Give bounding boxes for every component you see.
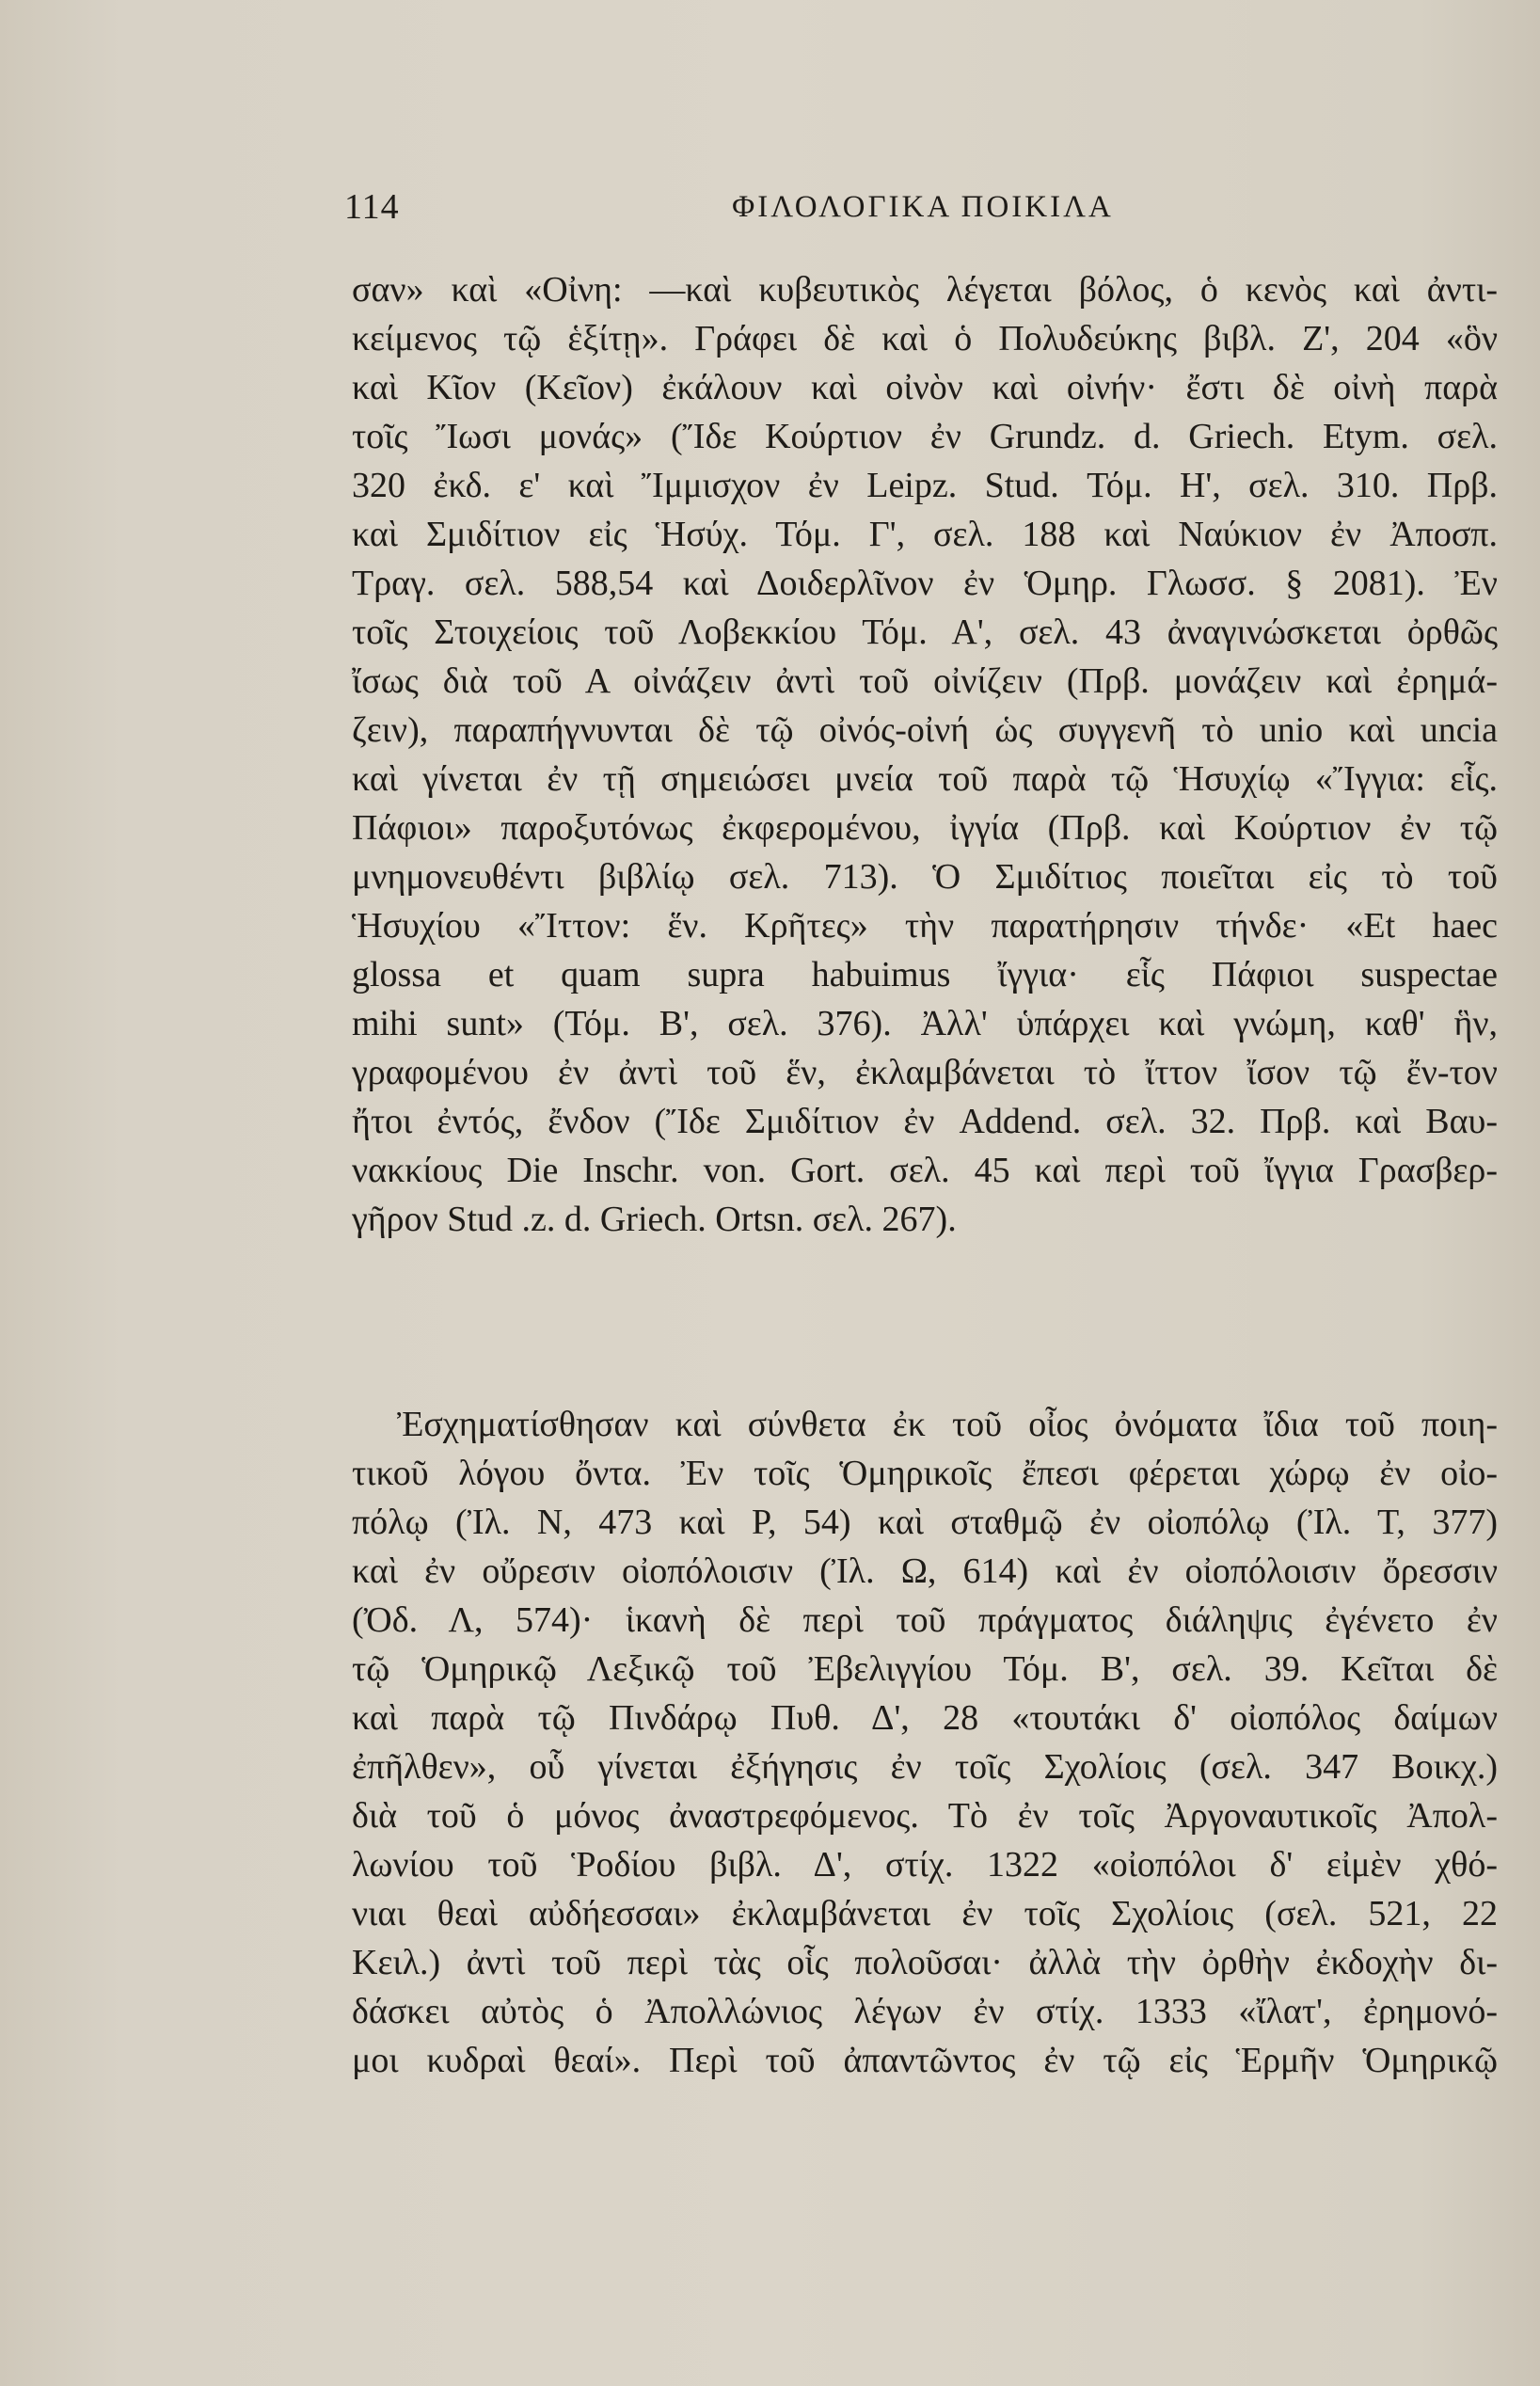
text-line: ζειν), παραπήγνυνται δὲ τῷ οἰνός-οἰνή ὡς συγγενῆ τὸ unio καὶ uncia	[352, 710, 1498, 750]
text-line: τοῖς Ἴωσι μονάς» (Ἴδε Κούρτιον ἐν Grundz. d. Griech. Etym. σελ.	[352, 417, 1498, 456]
text-line: νακκίους Die Inschr. von. Gort. σελ. 45 καὶ περὶ τοῦ ἴγγια Γρασβερ-	[352, 1151, 1498, 1190]
text-line: καὶ Σμιδίτιον εἰς Ἡσύχ. Τόμ. Γ', σελ. 188 καὶ Ναύκιον ἐν Ἀποσπ.	[352, 515, 1498, 554]
text-line: δάσκει αὐτὸς ὁ Ἀπολλώνιος λέγων ἐν στίχ. 1333 «ἴλατ', ἐρημονό-	[352, 1992, 1498, 2031]
text-line: Ἐσχηματίσθησαν καὶ σύνθετα ἐκ τοῦ οἶος ὀνόματα ἴδια τοῦ ποιη-	[397, 1405, 1498, 1444]
text-line: Πάφιοι» παροξυτόνως ἐκφερομένου, ἰγγία (Πρβ. καὶ Κούρτιον ἐν τῷ	[352, 808, 1498, 848]
text-line: Κειλ.) ἀντὶ τοῦ περὶ τὰς οἷς πολοῦσαι· ἀλλὰ τὴν ὀρθὴν ἐκδοχὴν δι-	[352, 1943, 1498, 1982]
text-line: σαν» καὶ «Οἰνη: —καὶ κυβευτικὸς λέγεται βόλος, ὁ κενὸς καὶ ἀντι-	[352, 270, 1498, 310]
text-line: mihi sunt» (Τόμ. Β', σελ. 376). Ἀλλ' ὑπάρχει καὶ γνώμη, καθ' ἣν,	[352, 1004, 1498, 1043]
text-line: Ἡσυχίου «Ἴττον: ἕν. Κρῆτες» τὴν παρατήρησιν τήνδε· «Et haec	[352, 906, 1498, 946]
text-line: κείμενος τῷ ἑξίτῃ». Γράφει δὲ καὶ ὁ Πολυδεύκης βιβλ. Ζ', 204 «ὃν	[352, 319, 1498, 358]
text-line: glossa et quam supra habuimus ἴγγια· εἷς Πάφιοι suspectae	[352, 955, 1498, 994]
text-line: τικοῦ λόγου ὄντα. Ἐν τοῖς Ὁμηρικοῖς ἔπεσι φέρεται χώρῳ ἐν οἰο-	[352, 1454, 1498, 1493]
text-line: καὶ Κῖον (Κεῖον) ἐκάλουν καὶ οἰνὸν καὶ οἰνήν· ἔστι δὲ οἰνὴ παρὰ	[352, 368, 1498, 407]
text-line: μοι κυδραὶ θεαί». Περὶ τοῦ ἀπαντῶντος ἐν τῷ εἰς Ἑρμῆν Ὁμηρικῷ	[352, 2041, 1498, 2080]
text-line: 320 ἐκδ. ε' καὶ Ἴμμισχον ἐν Leipz. Stud. Τόμ. Η', σελ. 310. Πρβ.	[352, 466, 1498, 505]
page-number: 114	[344, 187, 400, 227]
text-line: ἤτοι ἐντός, ἔνδον (Ἴδε Σμιδίτιον ἐν Addend. σελ. 32. Πρβ. καὶ Βαυ-	[352, 1102, 1498, 1141]
text-line: λωνίου τοῦ Ῥοδίου βιβλ. Δ', στίχ. 1322 «οἰοπόλοι δ' εἰμὲν χθό-	[352, 1845, 1498, 1885]
running-title: ΦΙΛΟΛΟΓΙΚΑ ΠΟΙΚΙΛΑ	[732, 190, 1114, 224]
text-line: γραφομένου ἐν ἀντὶ τοῦ ἕν, ἐκλαμβάνεται τὸ ἴττον ἴσον τῷ ἔν-τον	[352, 1053, 1498, 1092]
text-line: νιαι θεαὶ αὐδήεσσαι» ἐκλαμβάνεται ἐν τοῖς Σχολίοις (σελ. 521, 22	[352, 1894, 1498, 1933]
text-line: τῷ Ὁμηρικῷ Λεξικῷ τοῦ Ἐβελιγγίου Τόμ. Β', σελ. 39. Κεῖται δὲ	[352, 1649, 1498, 1689]
text-line: καὶ παρὰ τῷ Πινδάρῳ Πυθ. Δ', 28 «τουτάκι δ' οἰοπόλος δαίμων	[352, 1698, 1498, 1738]
text-line: πόλῳ (Ἰλ. Ν, 473 καὶ Ρ, 54) καὶ σταθμῷ ἐν οἰοπόλῳ (Ἰλ. Τ, 377)	[352, 1503, 1498, 1542]
text-line: τοῖς Στοιχείοις τοῦ Λοβεκκίου Τόμ. Α', σελ. 43 ἀναγινώσκεται ὀρθῶς	[352, 612, 1498, 652]
text-line: ἴσως διὰ τοῦ Α οἰνάζειν ἀντὶ τοῦ οἰνίζειν (Πρβ. μονάζειν καὶ ἐρημά-	[352, 661, 1498, 701]
text-line: διὰ τοῦ ὁ μόνος ἀναστρεφόμενος. Τὸ ἐν τοῖς Ἀργοναυτικοῖς Ἀπολ-	[352, 1796, 1498, 1836]
text-line: καὶ γίνεται ἐν τῇ σημειώσει μνεία τοῦ παρὰ τῷ Ἡσυχίῳ «Ἴγγια: εἷς.	[352, 759, 1498, 799]
page-header	[344, 186, 1501, 243]
text-line: ἐπῆλθεν», οὗ γίνεται ἐξήγησις ἐν τοῖς Σχολίοις (σελ. 347 Βοικχ.)	[352, 1747, 1498, 1787]
text-line: (Ὀδ. Λ, 574)· ἱκανὴ δὲ περὶ τοῦ πράγματος διάληψις ἐγένετο ἐν	[352, 1600, 1498, 1640]
text-line: Τραγ. σελ. 588,54 καὶ Δοιδερλῖνον ἐν Ὁμηρ. Γλωσσ. § 2081). Ἐν	[352, 564, 1498, 603]
text-line: μνημονευθέντι βιβλίῳ σελ. 713). Ὁ Σμιδίτιος ποιεῖται εἰς τὸ τοῦ	[352, 857, 1498, 897]
text-line: καὶ ἐν οὔρεσιν οἰοπόλοισιν (Ἰλ. Ω, 614) καὶ ἐν οἰοπόλοισιν ὄρεσσιν	[352, 1551, 1498, 1591]
text-line: γῆρον Stud .z. d. Griech. Ortsn. σελ. 267).	[352, 1200, 957, 1239]
